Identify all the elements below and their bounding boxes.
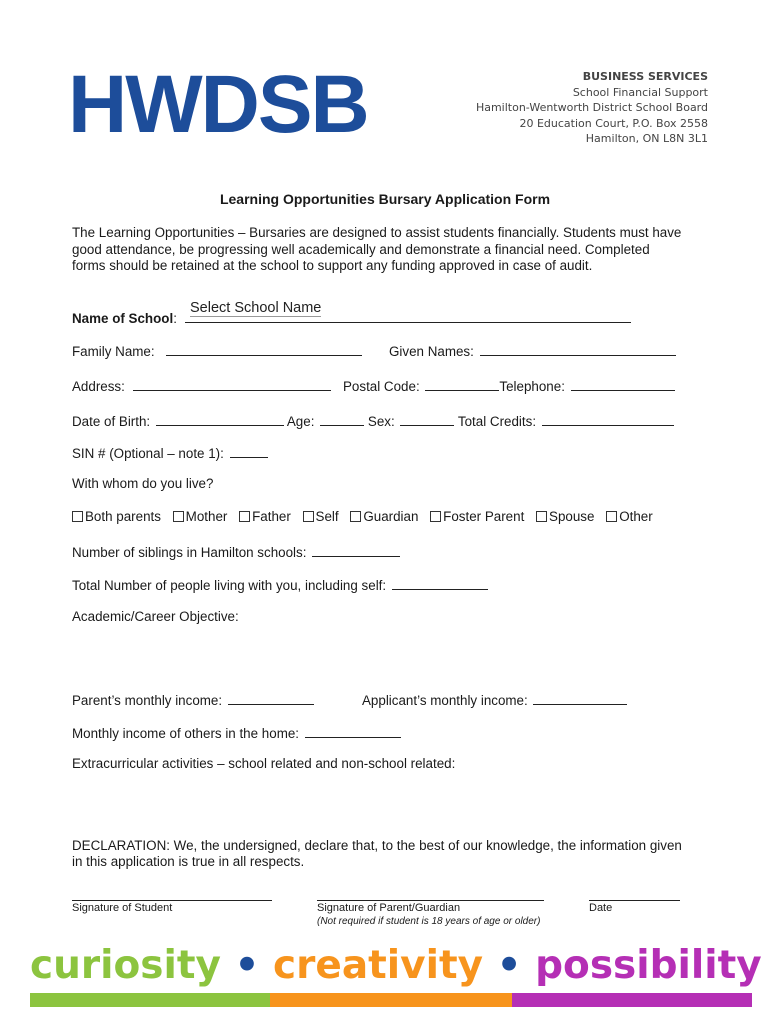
address-line: Hamilton-Wentworth District School Board xyxy=(475,101,708,114)
checkbox-icon xyxy=(303,511,314,522)
age-field[interactable] xyxy=(320,411,364,426)
date-label: Date xyxy=(589,902,613,914)
checkbox-icon xyxy=(536,511,547,522)
given-names-row xyxy=(389,341,676,360)
postal-code-label: Postal Code: xyxy=(343,379,420,394)
sex-label: Sex: xyxy=(367,414,395,429)
student-signature-label: Signature of Student xyxy=(72,902,173,914)
address-field[interactable] xyxy=(133,376,331,391)
checkbox-icon xyxy=(606,511,617,522)
parent-signature-label: Signature of Parent/Guardian xyxy=(317,902,461,914)
address-label: Address: xyxy=(72,379,125,394)
objective-label: Academic/Career Objective: xyxy=(72,609,239,624)
address-line: 20 Education Court, P.O. Box 2558 xyxy=(519,116,708,130)
applicant-income-label: Applicant’s monthly income: xyxy=(362,693,528,708)
form-intro: The Learning Opportunities – Bursaries are designed to assist students financially. Students must have good attendance, be progressing well academically and demonstrate a financial need. Completed forms should be retained at the school to support any funding approved in case of audit. xyxy=(72,225,682,273)
student-signature-line[interactable] xyxy=(72,900,272,901)
dob-label: Date of Birth: xyxy=(72,414,151,429)
sex-field[interactable] xyxy=(400,411,454,426)
checkbox-father[interactable]: Father xyxy=(239,509,291,525)
declaration: DECLARATION: We, the undersigned, declare that, to the best of our knowledge, the information given in this application is true in all respects. xyxy=(72,838,682,869)
contact-block xyxy=(476,69,708,147)
total-credits-label: Total Credits: xyxy=(457,414,537,429)
parent-income-label: Parent’s monthly income: xyxy=(72,693,223,708)
sin-field[interactable] xyxy=(230,443,268,458)
checkbox-other[interactable]: Other xyxy=(606,509,653,525)
footer-bar-green xyxy=(30,993,270,1007)
checkbox-icon xyxy=(72,511,83,522)
checkbox-icon xyxy=(173,511,184,522)
parent-income-row xyxy=(72,690,314,709)
parent-income-field[interactable] xyxy=(228,690,314,705)
checkbox-icon xyxy=(350,511,361,522)
others-income-label: Monthly income of others in the home: xyxy=(72,726,300,741)
given-names-label: Given Names: xyxy=(389,344,474,359)
school-row: Name of School: xyxy=(72,308,631,327)
household-field[interactable] xyxy=(392,575,488,590)
checkbox-guardian[interactable]: Guardian xyxy=(350,509,418,525)
activities-label: Extracurricular activities – school related and non-school related: xyxy=(72,756,456,771)
sin-row xyxy=(72,443,268,462)
postal-telephone-row xyxy=(343,376,675,395)
slogan-creativity: creativity xyxy=(273,943,484,988)
school-label: Name of School xyxy=(72,311,174,326)
checkbox-foster-parent[interactable]: Foster Parent xyxy=(430,509,524,525)
sin-label: SIN # (Optional – note 1): xyxy=(72,446,224,461)
household-row xyxy=(72,575,488,594)
school-select[interactable]: Select School Name xyxy=(190,300,322,316)
slogan-possibility: possibility xyxy=(535,943,762,988)
others-income-row xyxy=(72,723,401,742)
parent-signature-line[interactable] xyxy=(317,900,544,901)
footer-bar-purple xyxy=(512,993,752,1007)
telephone-field[interactable] xyxy=(571,376,675,391)
department-name: BUSINESS SERVICES xyxy=(582,70,708,83)
checkbox-self[interactable]: Self xyxy=(303,509,339,525)
live-with-label: With whom do you live? xyxy=(72,476,214,491)
hwdsb-logo: HWDSB xyxy=(68,59,368,150)
checkbox-spouse[interactable]: Spouse xyxy=(536,509,594,525)
others-income-field[interactable] xyxy=(305,723,401,738)
family-name-row xyxy=(72,341,362,360)
family-name-field[interactable] xyxy=(166,341,362,356)
postal-code-field[interactable] xyxy=(425,376,499,391)
checkbox-icon xyxy=(430,511,441,522)
checkbox-icon xyxy=(239,511,250,522)
applicant-income-field[interactable] xyxy=(533,690,627,705)
address-line: Hamilton, ON L8N 3L1 xyxy=(585,132,708,145)
dob-field[interactable] xyxy=(156,411,284,426)
live-with-options xyxy=(72,509,661,525)
address-line: School Financial Support xyxy=(572,85,708,99)
telephone-label: Telephone: xyxy=(499,379,565,394)
dob-row xyxy=(72,411,674,430)
siblings-field[interactable] xyxy=(312,542,400,557)
siblings-label: Number of siblings in Hamilton schools: xyxy=(72,545,307,560)
checkbox-both-parents[interactable]: Both parents xyxy=(72,509,161,525)
household-label: Total Number of people living with you, including self: xyxy=(72,578,387,593)
form-title: Learning Opportunities Bursary Application Form xyxy=(219,191,551,207)
siblings-row xyxy=(72,542,400,561)
footer-bar-orange xyxy=(270,993,512,1007)
slogan-separator: • xyxy=(220,943,274,988)
family-name-label: Family Name: xyxy=(72,344,155,359)
given-names-field[interactable] xyxy=(480,341,676,356)
checkbox-mother[interactable]: Mother xyxy=(173,509,228,525)
date-line[interactable] xyxy=(589,900,680,901)
slogan-curiosity: curiosity xyxy=(30,943,221,988)
parent-signature-note: (Not required if student is 18 years of age or older) xyxy=(317,916,541,927)
address-row xyxy=(72,376,331,395)
age-label: Age: xyxy=(286,414,315,429)
slogan-separator: • xyxy=(483,943,536,988)
total-credits-field[interactable] xyxy=(542,411,674,426)
footer-slogan xyxy=(30,943,762,988)
applicant-income-row xyxy=(362,690,627,709)
